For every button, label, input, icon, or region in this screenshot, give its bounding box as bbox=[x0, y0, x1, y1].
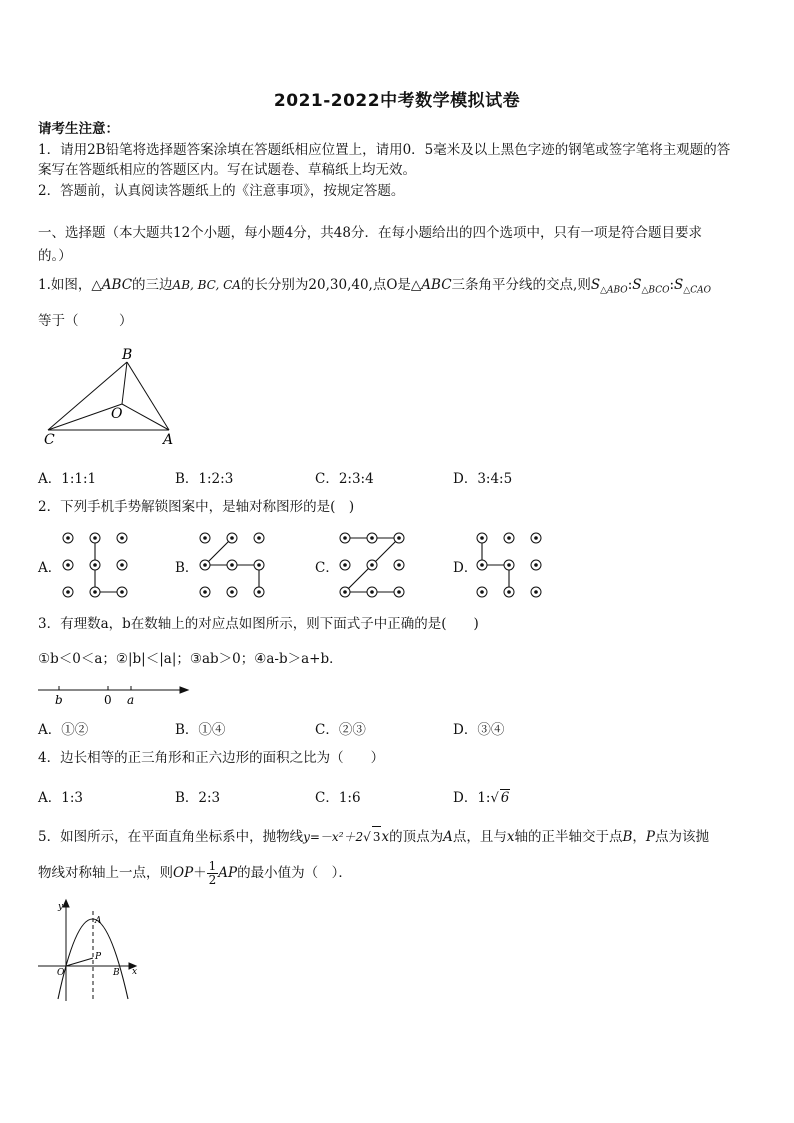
lock-dot-center bbox=[257, 536, 261, 540]
page-title: 2021-2022中考数学模拟试卷 bbox=[273, 91, 521, 111]
q2-option-b[interactable]: B． bbox=[175, 560, 199, 576]
lock-dot-center bbox=[120, 590, 124, 594]
q4-option-d-text: D．1: bbox=[453, 790, 491, 806]
sqrt-icon: √ bbox=[490, 791, 499, 806]
q5-plus: ＋ bbox=[193, 865, 207, 881]
q5-text-4: 轴的正半轴交于点 bbox=[514, 829, 623, 845]
q1-area-1: S bbox=[590, 277, 601, 293]
lock-dot-center bbox=[66, 536, 70, 540]
lock-dot-center bbox=[66, 590, 70, 594]
lock-dot-center bbox=[507, 590, 511, 594]
q2-pattern-b[interactable] bbox=[195, 528, 275, 602]
q5-text-2: 的顶点为 bbox=[389, 829, 444, 845]
q4-option-b[interactable]: B．2:3 bbox=[175, 790, 221, 806]
q4-option-a[interactable]: A．1:3 bbox=[38, 790, 83, 806]
lock-dot-center bbox=[343, 536, 347, 540]
q1-triangle-2: △ABC bbox=[410, 277, 452, 293]
q1-area-2-sub: △BCO bbox=[641, 285, 670, 296]
q1-edge-ba bbox=[127, 362, 169, 430]
q1-triangle-figure bbox=[38, 342, 188, 450]
lock-dot-center bbox=[534, 536, 538, 540]
q3-option-c[interactable]: C．②③ bbox=[315, 722, 366, 738]
q1-label-b: B bbox=[122, 347, 133, 363]
q1-option-a[interactable]: A．1:1:1 bbox=[38, 471, 97, 487]
lock-dot-center bbox=[343, 563, 347, 567]
lock-dot-center bbox=[480, 536, 484, 540]
q1-triangle: △ABC bbox=[91, 277, 133, 293]
q2-option-c[interactable]: C． bbox=[315, 560, 339, 576]
lock-dot-center bbox=[66, 563, 70, 567]
q2-stem: 2．下列手机手势解锁图案中，是轴对称图形的是( ) bbox=[38, 499, 355, 515]
q3-option-d[interactable]: D．③④ bbox=[453, 722, 505, 738]
q5-fraction-num: 1 bbox=[208, 859, 217, 873]
notice-line-2: 案写在答题纸相应的答题区内。写在试题卷、草稿纸上均无效。 bbox=[38, 162, 416, 178]
lock-dot-center bbox=[507, 536, 511, 540]
notice-line-1: 1．请用2B铅笔将选择题答案涂填在答题纸相应位置上，请用0．5毫米及以上黑色字迹的钢笔或签字笔将主观题的答 bbox=[38, 142, 731, 158]
q2-pattern-b-dots bbox=[200, 533, 264, 597]
q1-prefix: 1.如图， bbox=[38, 277, 92, 293]
q2-pattern-a[interactable] bbox=[58, 528, 138, 602]
q5-fraction-den: 2 bbox=[208, 873, 217, 887]
q1-area-2: S bbox=[632, 277, 642, 293]
q3-number-line bbox=[36, 680, 192, 706]
q5-text-6: 物线对称轴上一点，则 bbox=[38, 865, 173, 881]
q5-stem-line-1 bbox=[38, 826, 709, 847]
lock-dot-center bbox=[480, 590, 484, 594]
lock-dot-center bbox=[370, 536, 374, 540]
q5-stem-line-2 bbox=[38, 860, 352, 887]
q5-point-b: B bbox=[622, 829, 633, 845]
q1-label-c: C bbox=[44, 432, 55, 448]
q5-x-axis: x bbox=[506, 829, 515, 845]
q1-stem bbox=[38, 275, 711, 301]
q1-area-1-sub: △ABO bbox=[600, 285, 628, 296]
lock-dot-center bbox=[397, 590, 401, 594]
q1-option-d[interactable]: D．3:4:5 bbox=[453, 471, 513, 487]
lock-dot-center bbox=[230, 563, 234, 567]
q3-label-a: a bbox=[127, 693, 135, 706]
q1-sides: AB, BC, CA bbox=[172, 278, 241, 292]
notice-line-3: 2．答题前，认真阅读答题纸上的《注意事项》，按规定答题。 bbox=[38, 183, 405, 199]
q5-text-5: 点为该抛 bbox=[654, 829, 709, 845]
lock-dot-center bbox=[93, 536, 97, 540]
q2-option-d[interactable]: D． bbox=[453, 560, 478, 576]
q5-y-axis-arrow bbox=[63, 900, 69, 907]
section-heading-line-2: 的。） bbox=[38, 248, 72, 264]
lock-dot-center bbox=[343, 590, 347, 594]
q3-label-zero: 0 bbox=[104, 693, 112, 706]
lock-dot-center bbox=[534, 563, 538, 567]
q1-bisector-a bbox=[122, 404, 169, 430]
q1-option-b[interactable]: B．1:2:3 bbox=[175, 471, 234, 487]
q5-var-x: x bbox=[381, 829, 390, 845]
q1-bisector-b bbox=[122, 362, 127, 404]
q4-option-c[interactable]: C．1:6 bbox=[315, 790, 361, 806]
q5-point-p: P bbox=[645, 829, 655, 845]
q4-option-d[interactable] bbox=[453, 786, 510, 806]
q1-area-3: S bbox=[674, 277, 684, 293]
lock-dot-center bbox=[203, 536, 207, 540]
q1-stem-line-2: 等于（ ） bbox=[38, 313, 133, 329]
lock-dot-center bbox=[120, 563, 124, 567]
q2-option-a[interactable]: A． bbox=[38, 560, 62, 576]
lock-dot-center bbox=[370, 563, 374, 567]
q4-option-d-radical: 6 bbox=[500, 790, 510, 806]
q3-option-b[interactable]: B．①④ bbox=[175, 722, 226, 738]
lock-dot-center bbox=[93, 563, 97, 567]
lock-dot-center bbox=[93, 590, 97, 594]
q1-label-o: O bbox=[111, 406, 123, 422]
q4-stem: 4．边长相等的正三角形和正六边形的面积之比为（ ） bbox=[38, 750, 385, 766]
q1-colon-1: : bbox=[627, 277, 633, 293]
lock-dot-center bbox=[370, 590, 374, 594]
q5-radical: 3 bbox=[372, 826, 382, 847]
q5-comma: ， bbox=[632, 829, 646, 845]
q3-statements: ①b＜0＜a；②|b|＜|a|；③ab＞0；④a-b＞a+b． bbox=[38, 651, 343, 667]
section-heading-line-1: 一、选择题（本大题共12个小题，每小题4分，共48分．在每小题给出的四个选项中，只有一项是符合题目要求 bbox=[38, 225, 702, 241]
q5-label-p: P bbox=[95, 952, 102, 962]
notice-heading: 请考生注意： bbox=[38, 121, 119, 137]
q5-label-o: O bbox=[57, 968, 65, 978]
q5-text-3: 点，且与 bbox=[452, 829, 507, 845]
q5-label-y: y bbox=[58, 902, 64, 912]
lock-dot-center bbox=[397, 536, 401, 540]
q5-parabola bbox=[58, 919, 128, 999]
lock-dot-center bbox=[507, 563, 511, 567]
lock-dot-center bbox=[203, 563, 207, 567]
lock-dot-center bbox=[230, 590, 234, 594]
q3-label-b: b bbox=[55, 693, 63, 706]
q1-label-a: A bbox=[163, 432, 174, 448]
q5-op: OP bbox=[173, 865, 194, 881]
q5-label-a: A bbox=[95, 916, 102, 926]
sqrt-icon: √ bbox=[363, 830, 371, 844]
lock-dot-center bbox=[120, 536, 124, 540]
q5-label-x: x bbox=[132, 967, 138, 977]
q5-equation: y=－x²＋2 bbox=[303, 830, 364, 844]
lock-dot-center bbox=[230, 536, 234, 540]
lock-dot-center bbox=[534, 590, 538, 594]
q2-pattern-d[interactable] bbox=[472, 528, 552, 602]
q5-parabola-figure bbox=[36, 895, 146, 1005]
q1-option-c[interactable]: C．2:3:4 bbox=[315, 471, 374, 487]
lock-dot-center bbox=[397, 563, 401, 567]
q1-text-3: 三条角平分线的交点,则 bbox=[451, 277, 591, 293]
q5-label-b: B bbox=[113, 968, 120, 978]
lock-dot-center bbox=[257, 563, 261, 567]
q5-text-1: 5．如图所示，在平面直角坐标系中，抛物线 bbox=[38, 829, 304, 845]
q3-option-a[interactable]: A．①② bbox=[38, 722, 89, 738]
q5-text-7: 的最小值为（ ）． bbox=[237, 865, 352, 881]
q2-pattern-d-dots bbox=[477, 533, 541, 597]
q2-pattern-c[interactable] bbox=[335, 528, 415, 602]
q5-fraction bbox=[207, 860, 219, 887]
q1-area-3-sub: △CAO bbox=[683, 285, 711, 296]
lock-dot-center bbox=[257, 590, 261, 594]
q5-segment-op bbox=[66, 958, 93, 966]
q2-pattern-a-dots bbox=[63, 533, 127, 597]
q3-stem: 3．有理数a，b在数轴上的对应点如图所示，则下面式子中正确的是( ) bbox=[38, 616, 479, 632]
q1-text-2: 的长分别为20,30,40,点O是 bbox=[240, 277, 411, 293]
q3-axis-arrow bbox=[180, 687, 188, 693]
q1-text-1: 的三边 bbox=[132, 277, 173, 293]
q5-point-a: A bbox=[443, 829, 453, 845]
lock-dot-center bbox=[203, 590, 207, 594]
lock-dot-center bbox=[480, 563, 484, 567]
q1-colon-2: : bbox=[669, 277, 675, 293]
q5-ap: AP bbox=[218, 865, 238, 881]
